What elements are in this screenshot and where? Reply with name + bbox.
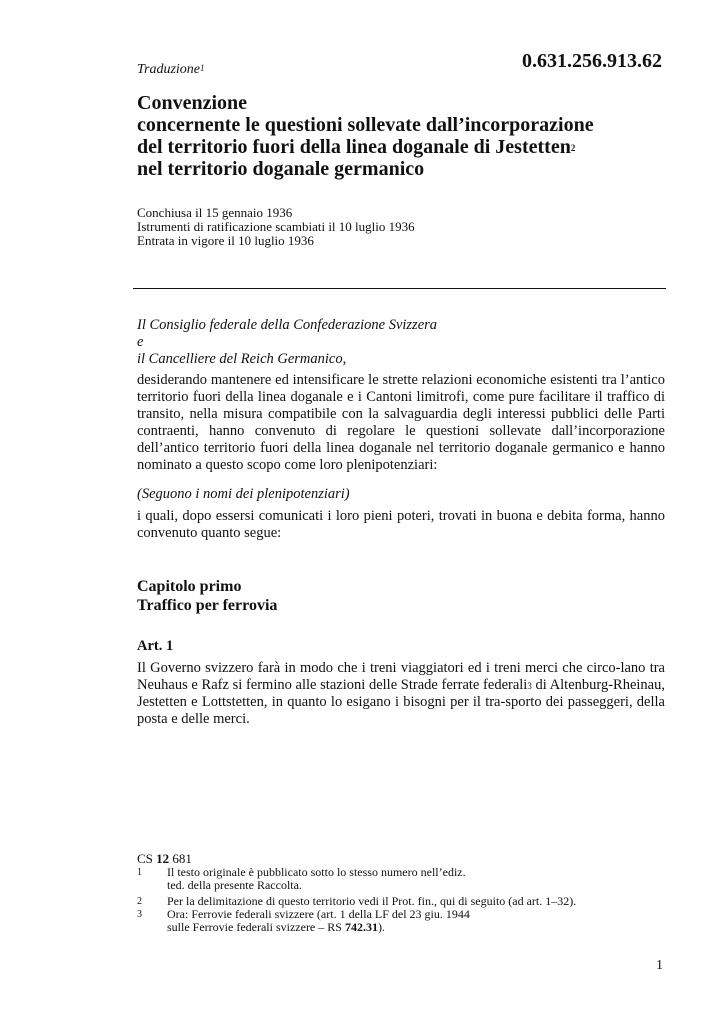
footnote-number: 2 [137,896,142,907]
footnote-ref-3[interactable]: 3 [527,681,532,691]
article-1-text: Il Governo svizzero farà in modo che i treni viaggiatori ed i treni merci che circo-lano tra Neuhaus e Rafz si fermino alle stazioni delle Strade ferrate federali$^3$ di Altenburg-Rheinau, Jestetten e Lottstetten, in quanto lo esigano i bisogni per il tra-sporto dei passeggeri, della posta e delle merci. [137,660,665,727]
chapter-heading [137,577,277,615]
footnote-number: 3 [137,909,142,920]
sr-number: 0.631.256.913.62 [522,50,662,72]
footnote-text: sulle Ferrovie federali svizzere – RS 742.31). [167,920,385,934]
footnote-ref-1[interactable]: 1 [200,63,205,73]
page-number: 1 [656,958,663,973]
party-2: il Cancelliere del Reich Germanico, [137,351,347,367]
rs-number[interactable]: 742.31 [344,920,378,934]
ratification-date: Istrumenti di ratificazione scambiati il 10 luglio 1936 [137,219,415,234]
title-line-4: nel territorio doganale germanico [137,158,425,180]
footnote-number: 1 [137,867,142,878]
translation-note: Traduzione$^1$ [137,62,205,77]
footnote-text: Il testo originale è pubblicato sotto lo stesso numero nell’ediz. [167,865,466,879]
treaty-dates [137,206,415,248]
article-heading: Art. 1 [137,638,174,654]
preamble-closing: i quali, dopo essersi comunicati i loro pieni poteri, trovati in buona e debita forma, hanno convenuto quanto segue: [137,508,665,541]
party-1: Il Consiglio federale della Confederazione Svizzera [137,317,438,333]
concluded-date: Conchiusa il 15 gennaio 1936 [137,205,293,220]
footnote-text: Per la delimitazione di questo territorio vedi il Prot. fin., qui di seguito (ad art. 1–32). [167,894,577,908]
cs-reference: CS 12 681 [137,851,192,866]
in-force-date: Entrata in vigore il 10 luglio 1936 [137,233,314,248]
chapter-title: Traffico per ferrovia [137,597,278,614]
plenipotentiaries-note: (Seguono i nomi dei plenipotenziari) [137,486,350,502]
footnote-text: Ora: Ferrovie federali svizzere (art. 1 della LF del 23 giu. 1944 [167,907,470,921]
horizontal-divider [133,288,666,289]
chapter-number: Capitolo primo [137,578,242,595]
footnote-ref-2[interactable]: 2 [570,143,576,153]
footnote-text: ted. della presente Raccolta. [167,878,302,892]
footnote-3 [137,908,677,934]
title-line-3: del territorio fuori della linea doganale di Jestetten$^2$ [137,136,576,158]
preamble-paragraph: desiderando mantenere ed intensificare le strette relazioni economiche esistenti tra l’antico territorio fuori della linea doganale e i Cantoni limitrofi, come pure facilitare il traffico di transito, nella misura compatibile con la salvaguardia degli interessi pubblici delle Parti contraenti, hanno convenuto di regolare le questioni sollevate dall’incorporazione dell’antico territorio fuori della linea doganale nel territorio doganale germanico e hanno nominato a questo scopo come loro plenipotenziari: [137,372,665,473]
conjunction: e [137,334,144,350]
title-line-2: concernente le questioni sollevate dall’incorporazione [137,114,594,136]
document-title [137,92,594,180]
title-line-1: Convenzione [137,92,247,114]
footnote-1 [137,866,677,892]
